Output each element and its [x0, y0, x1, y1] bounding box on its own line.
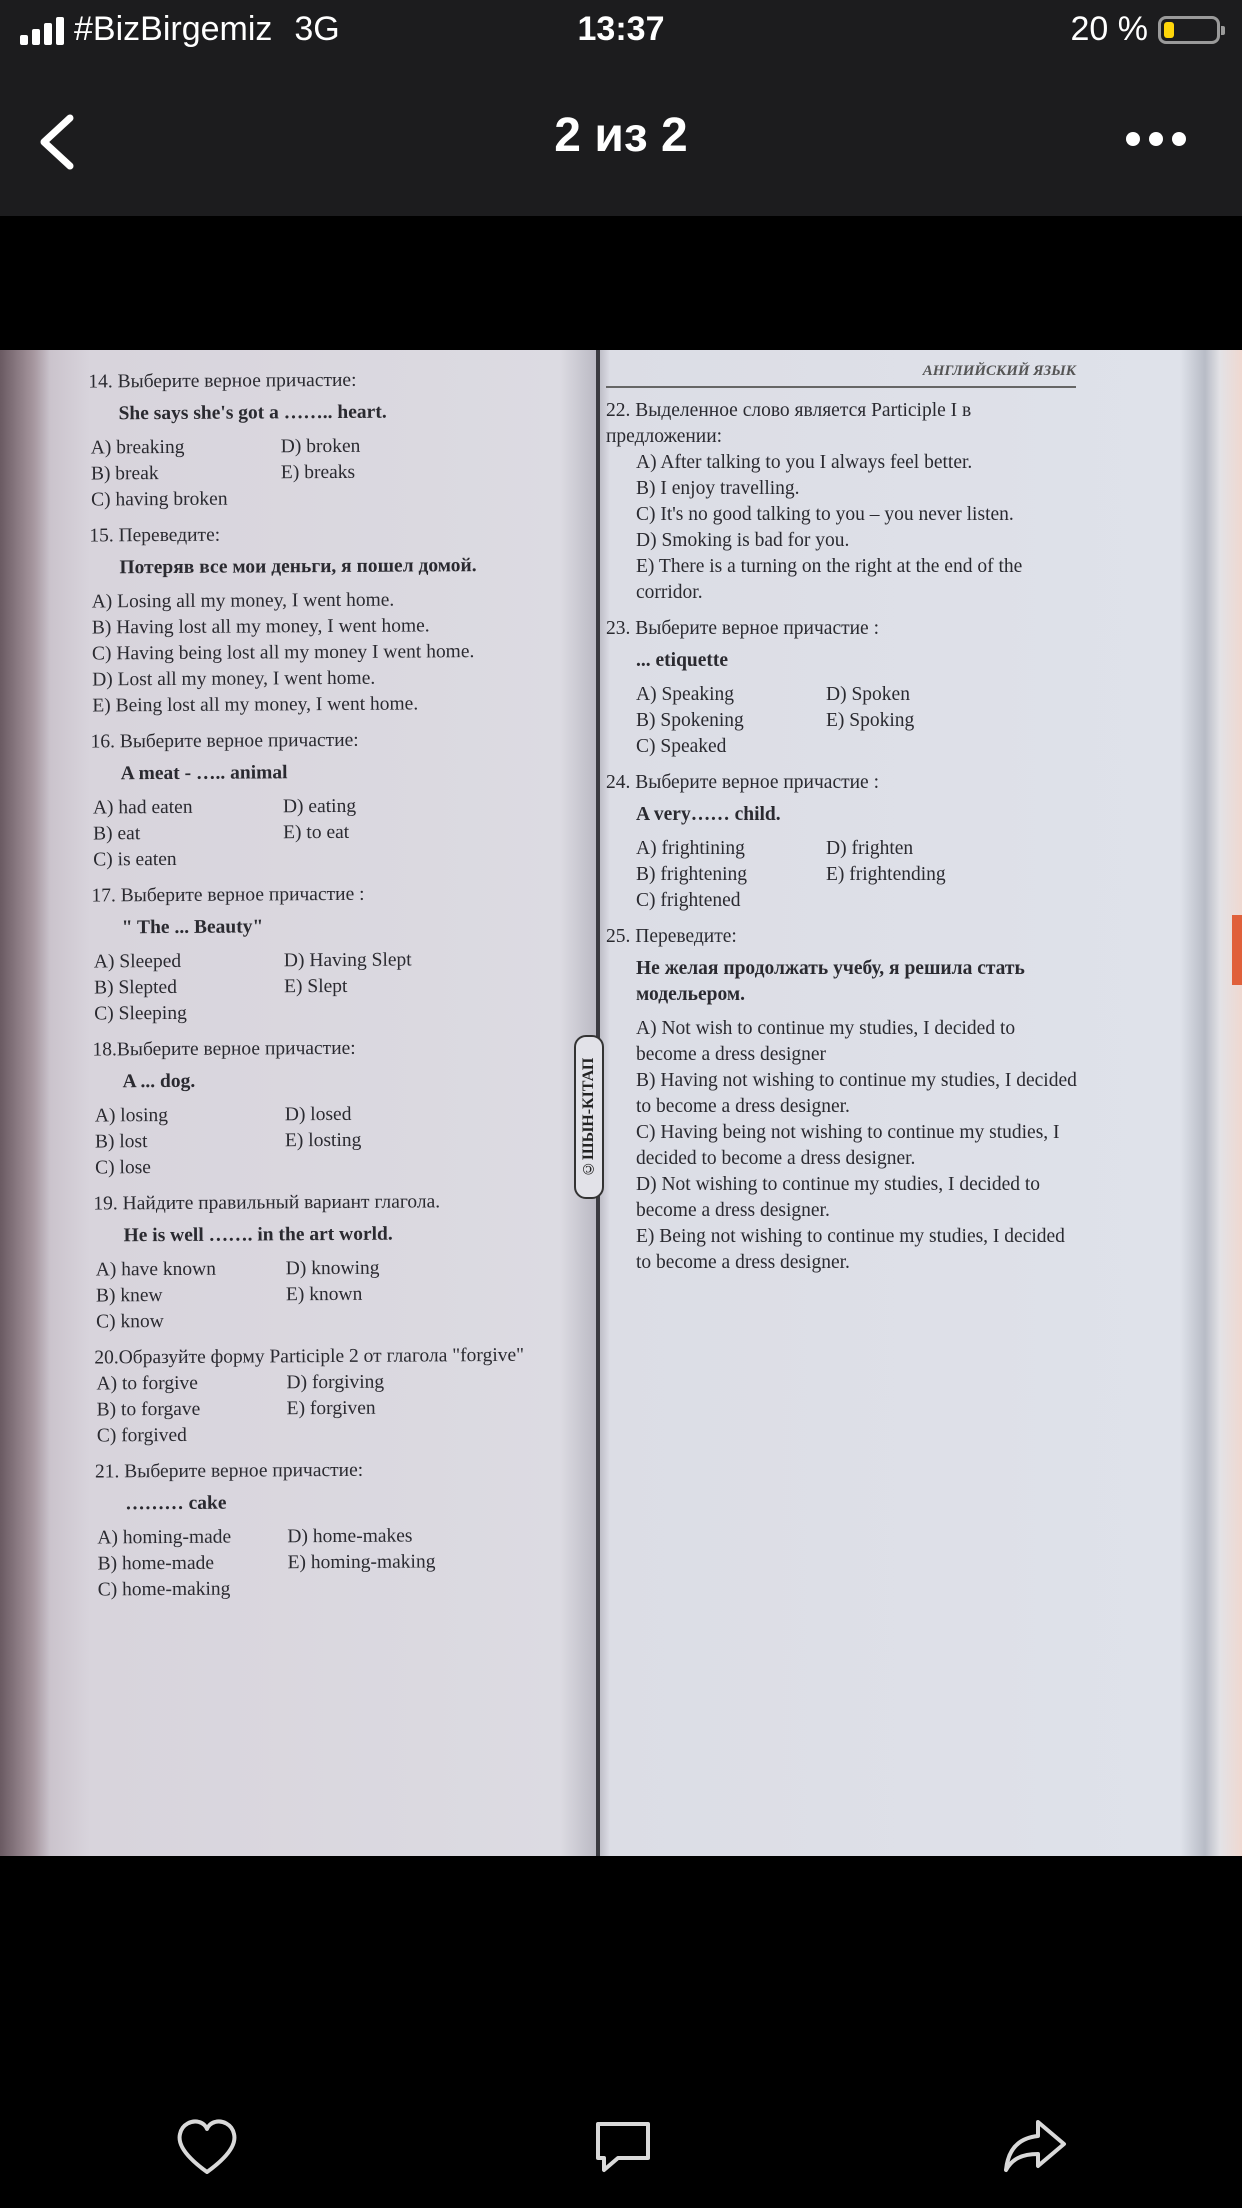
answer-option: C) Speaked	[636, 736, 727, 757]
question-stem: " The ... Beauty"	[121, 916, 264, 939]
question-stem: She says she's got a …….. heart.	[118, 401, 387, 425]
answer-option: E) breaks	[280, 461, 356, 484]
question-stem: ... etiquette	[636, 650, 729, 671]
answer-option: C) It's no good talking to you – you never listen.	[636, 504, 1014, 525]
question-block	[91, 881, 572, 1028]
answer-option: E) to eat	[283, 821, 350, 844]
status-bar	[0, 0, 1242, 62]
answer-option: B) Having lost all my money, I went home.	[91, 615, 430, 639]
answer-option: E) Being lost all my money, I went home.	[92, 693, 419, 717]
answer-option: C) frightened	[636, 890, 741, 911]
answer-options	[636, 836, 1080, 914]
question-block	[606, 770, 1080, 914]
answer-option: D) Smoking is bad for you.	[636, 530, 850, 551]
network-type: 3G	[294, 10, 340, 48]
answer-option: A) Sleeped	[93, 950, 182, 973]
answer-option: A) Not wish to continue my studies, I decided to become a dress designer	[636, 1018, 1016, 1065]
answer-option: B) to forgave	[96, 1398, 201, 1421]
answer-options	[91, 433, 569, 514]
answer-option: C) Having being not wishing to continue my studies, I decided to become a dress designer.	[636, 1122, 1060, 1169]
answer-option: D) forgiving	[286, 1371, 385, 1394]
answer-option: D) broken	[280, 435, 361, 458]
question-heading: 23. Выберите верное причастие :	[606, 618, 880, 639]
answer-option: E) known	[285, 1283, 363, 1306]
publisher-stamp: ©ШЫН-КІТАП	[574, 1035, 604, 1199]
answer-option: D) losed	[284, 1103, 352, 1126]
answer-option: B) eat	[93, 823, 141, 845]
answer-option: D) Lost all my money, I went home.	[92, 667, 376, 691]
question-stem: ……… cake	[125, 1492, 227, 1515]
status-time: 13:37	[577, 10, 665, 48]
book-header: АНГЛИЙСКИЙ ЯЗЫК	[606, 358, 1076, 388]
question-heading: 22. Выделенное слово является Participle I в предложении:	[606, 400, 972, 447]
answer-options	[636, 682, 1080, 760]
more-horizontal-icon	[1126, 132, 1140, 146]
answer-option: B) Spokening	[636, 710, 744, 731]
page-title: 2 из 2	[554, 109, 688, 162]
question-heading: 16. Выберите верное причастие:	[90, 729, 359, 753]
answer-option: A) homing-made	[97, 1526, 232, 1549]
answer-option: E) Spoking	[826, 710, 915, 731]
answer-option: C) having broken	[90, 488, 228, 511]
answer-options	[95, 1101, 573, 1182]
question-stem: A very…… child.	[636, 804, 781, 825]
answer-option: B) break	[90, 463, 159, 485]
answer-option: A) Losing all my money, I went home.	[91, 589, 395, 613]
answer-option: A) Speaking	[636, 684, 735, 705]
comment-button[interactable]	[588, 2112, 658, 2182]
answer-option: B) home-made	[97, 1552, 215, 1575]
answer-options	[92, 587, 571, 720]
answer-option: D) frighten	[826, 838, 914, 859]
question-heading: 20.Образуйте форму Participle 2 от глагола "forgive"	[94, 1344, 525, 1369]
bookmark-mark	[1232, 915, 1242, 985]
question-stem: He is well ……. in the art world.	[123, 1223, 393, 1247]
answer-option: C) is eaten	[93, 848, 177, 871]
answer-option: D) Spoken	[826, 684, 910, 705]
answer-option: A) to forgive	[96, 1372, 198, 1395]
question-block	[94, 1343, 575, 1450]
carrier-name: #BizBirgemiz	[74, 10, 273, 48]
question-block	[606, 616, 1080, 760]
answer-option: C) know	[96, 1311, 164, 1333]
answer-option: E) frightending	[826, 864, 946, 885]
question-block	[89, 521, 570, 720]
question-block	[606, 924, 1080, 1276]
question-block	[93, 1189, 574, 1336]
question-heading: 25. Переведите:	[606, 926, 737, 947]
document-photo[interactable]	[0, 350, 1242, 1856]
answer-option: E) Being not wishing to continue my studies, I decided to become a dress designer.	[636, 1226, 1065, 1273]
question-block	[90, 727, 571, 874]
question-heading: 18.Выберите верное причастие:	[92, 1037, 356, 1061]
answer-options	[94, 947, 572, 1028]
answer-option: A) had eaten	[92, 796, 193, 819]
page-edge	[0, 350, 50, 1856]
answer-option: A) After talking to you I always feel better.	[636, 452, 973, 473]
answer-option: C) forgived	[96, 1424, 187, 1447]
nav-bar	[0, 62, 1242, 216]
answer-option: B) frightening	[636, 864, 748, 885]
question-stem: Не желая продолжать учебу, я решила стать модельером.	[636, 958, 1025, 1005]
answer-option: D) Not wishing to continue my studies, I decided to become a dress designer.	[636, 1174, 1041, 1221]
answer-options	[96, 1369, 574, 1450]
answer-option: E) Slept	[283, 975, 348, 998]
question-block	[92, 1035, 573, 1182]
answer-option: B) Having not wishing to continue my studies, I decided to become a dress designer.	[636, 1070, 1077, 1117]
left-column	[88, 357, 576, 1604]
answer-option: E) losting	[284, 1129, 362, 1152]
answer-option: C) Sleeping	[94, 1002, 187, 1025]
question-block	[88, 367, 569, 514]
comment-icon	[588, 2112, 658, 2182]
answer-option: D) home-makes	[287, 1525, 413, 1548]
answer-option: A) frightining	[636, 838, 745, 859]
heart-icon	[172, 2112, 242, 2182]
question-stem: A meat - ….. animal	[120, 762, 288, 785]
answer-option: D) knowing	[285, 1257, 380, 1280]
answer-options	[636, 1016, 1080, 1276]
battery-icon	[1158, 16, 1220, 44]
answer-option: C) home-making	[97, 1578, 231, 1601]
question-block	[95, 1457, 576, 1604]
answer-option: B) lost	[94, 1131, 148, 1153]
question-stem: Потеряв все мои деньги, я пошел домой.	[119, 555, 477, 579]
question-heading: 14. Выберите верное причастие:	[88, 369, 357, 393]
answer-options	[96, 1255, 574, 1336]
bottom-toolbar	[0, 2052, 1242, 2208]
question-heading: 21. Выберите верное причастие:	[94, 1459, 364, 1483]
answer-option: E) homing-making	[287, 1551, 436, 1574]
answer-option: D) Having Slept	[283, 949, 412, 972]
question-heading: 19. Найдите правильный вариант глагола.	[93, 1191, 441, 1215]
like-button[interactable]	[172, 2112, 242, 2182]
answer-option: A) breaking	[90, 436, 185, 459]
answer-option: B) I enjoy travelling.	[636, 478, 800, 499]
answer-option: C) Having being lost all my money I went home.	[91, 641, 475, 665]
answer-option: C) lose	[95, 1157, 152, 1179]
battery-percent: 20 %	[1070, 10, 1148, 48]
photo-viewer[interactable]	[0, 216, 1242, 2052]
right-column	[606, 358, 1080, 1276]
share-icon	[1000, 2112, 1070, 2182]
answer-option: B) knew	[95, 1285, 163, 1307]
answer-option: D) eating	[282, 795, 357, 818]
answer-option: A) losing	[94, 1105, 169, 1127]
question-block	[606, 398, 1080, 606]
answer-options	[97, 1523, 575, 1604]
question-heading: 17. Выберите верное причастие :	[91, 883, 365, 907]
answer-options	[636, 450, 1080, 606]
answer-option: B) Slepted	[93, 976, 177, 999]
answer-option: E) forgiven	[286, 1397, 376, 1420]
share-button[interactable]	[1000, 2112, 1070, 2182]
more-button[interactable]	[1126, 132, 1186, 146]
question-stem: A ... dog.	[122, 1070, 196, 1093]
answer-option: A) have known	[95, 1258, 217, 1281]
question-heading: 15. Переведите:	[89, 524, 221, 547]
status-right	[1071, 10, 1221, 49]
answer-option: E) There is a turning on the right at the end of the corridor.	[636, 556, 1023, 603]
question-heading: 24. Выберите верное причастие :	[606, 772, 880, 793]
answer-options	[93, 793, 571, 874]
